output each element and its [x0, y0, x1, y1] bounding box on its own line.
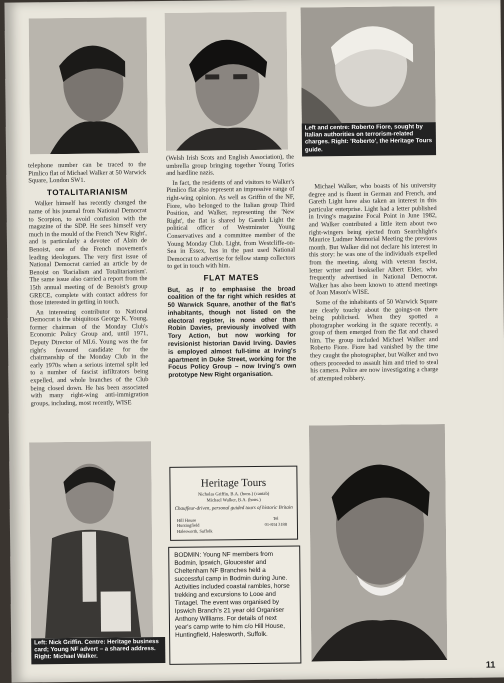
address-line: Hill House	[176, 517, 197, 523]
magazine-page	[4, 0, 504, 683]
paragraph: An interesting contributor to National Democrat is the ubiquitous George K. Young, former chairman of the Monday Club's Economic Policy Group and, until 1971, Deputy Director of MI.6. Young was the far right's favoured candidate for the chairmanship of the Monday Club in the early 1970s when a serious internal split led to a number of fascist infiltrators being expelled, and whole branches of the Club being closed down. He has been associated with many right-wing anti-immigration groups, including, most recently, WISE	[29, 307, 149, 408]
address-line: Halesworth, Suffolk	[176, 528, 213, 534]
photo-caption-bottom: Left: Nick Griffin. Centre: Heritage business card; Young NF advert – a shared address. Right: Michael Walker.	[31, 637, 165, 664]
paragraph: Some of the inhabitants of 50 Warwick Square are clearly touchy about the goings-on there being publicised. When they spotted a photographer working in the square recently, a group of them emerged from the flat and chased him. The group included Michael Walker and Roberto Fiore. Fiore had vanished by the time they caught the photographer, but Walker and two others proceeded to assault him and tried to steal his camera. Police are now investigating a charge of attempted robbery.	[309, 298, 439, 383]
section-heading-flat-mates: FLAT MATES	[203, 272, 260, 283]
paragraph: Walker himself has recently changed the name of his journal from National Democrat to Scorpion, to avoid confusion with the magazine of the SDP. He sees himself very much in the mould of the French 'New Right', and is particularly a devotee of Alain de Benoist, one of the French movement's leading ideologues. The very first issue of National Democrat carried an article by de Benoist on 'Racialism and Totalitarianism'. The same issue also carried a report from the 15th annual meeting of de Benoist's group GRECE, complete with contact address for those interested in getting in touch.	[28, 199, 148, 307]
photo-nick-griffin	[29, 441, 153, 638]
tel-number: 01-834 3188	[264, 521, 287, 527]
paragraph-bold: But, as if to emphasise the broad coalition of the far right which resides at 50 Warwick Square, another of the flat's inhabitants, though not listed on the electoral register, is none other than Robin Davies, previously involved with Tory Action, but now working for revisionist historian David Irving. Davies is employed almost full-time at Irving's apartment in Duke Street, working for the Focus Policy Group – now Irving's own prototype New Right organisation.	[167, 285, 297, 380]
photo-fiore-left	[29, 17, 148, 154]
photo-caption-top: Left and centre: Roberto Fiore, sought by Italian authorities on terrorism-related charges. Right: 'Roberto', the Heritage Tours guide.	[302, 122, 436, 156]
photo-roberto-guide	[301, 6, 436, 123]
section-heading-totalitarianism: TOTALITARIANISM	[46, 187, 128, 197]
paragraph: In fact, the residents of and visitors to Walker's Pimlico flat also represent an impressive range of right-wing opinion. As well as Griffin of the NF, Fiore, who belonged to the Italian group Third Position, and Walker, representing the 'New Right', the flat is shared by Gareth Light the political officer of Westminster Young Conservatives and a committee member of the Young Monday Club. Light, from Westcliffe-on-Sea in Essex, has in the past used National Democrat to advertise for fellow stamp collectors to get in touch with him.	[166, 178, 296, 271]
portrait-image	[165, 12, 288, 151]
portrait-image	[309, 424, 447, 661]
paragraph: Michael Walker, who boasts of his university degree and is fluent in German and French, and Gareth Light have also taken an interest in this particular enterprise. Light had a letter published in Irving's magazine Focal Point in June 1982, and Walker contributed a little item about two right-wingers being ejected from Searchlight's Maurice Ludmer Memorial Meeting the previous month. But Walker did not declare his interest in this story: he was one of the individuals expelled from the meeting, along with veteran fascist, letter writer and bookseller Albert Elder, who frequently advertised in National Democrat. Walker has also been known to attend meetings of Joan Mason's WISE.	[308, 182, 438, 297]
young-nf-advert-text: BODMIN: Young NF members from Bodmin, Ipswich, Gloucester and Cheltenham NF Branches held a successful camp in Bodmin during June. Activities included coastal rambles, horse trekking and excursions to Looe and Tintagel. The event was organised by Ipswich Branch's 21 year old Organiser Anthony Williams. For details of next year's camp write to him c/o Hill House, Huntingfield, Halesworth, Suffolk.	[174, 550, 290, 639]
column-1	[28, 161, 149, 410]
young-nf-advert	[168, 546, 301, 665]
portrait-image	[29, 17, 148, 154]
advert-tagline: Chauffeur-driven, personal guided tours of historic Britain	[174, 505, 293, 512]
advert-telephone	[265, 516, 287, 527]
page-number: 11	[485, 659, 496, 670]
paragraph: (Welsh Irish Scots and English Association), the umbrella group bringing together Young Tories and hardline nazis.	[166, 153, 295, 178]
address-line: Huntingfield	[176, 522, 200, 529]
portrait-image	[29, 441, 153, 638]
paragraph: telephone number can be traced to the Pimlico flat of Michael Walker at 50 Warwick Square, London SW1.	[28, 161, 147, 185]
photo-fiore-centre	[165, 12, 288, 151]
column-2	[166, 154, 296, 382]
heritage-tours-business-card	[169, 466, 298, 541]
advert-names-2: Michael Walker, B.A. (hons.)	[206, 496, 261, 503]
column-3	[308, 182, 438, 385]
tel-label: Tel	[272, 515, 279, 522]
portrait-image	[301, 6, 436, 123]
advert-address	[177, 517, 213, 534]
photo-michael-walker	[309, 424, 447, 661]
advert-title: Heritage Tours	[200, 476, 267, 490]
advert-names: Nicholas Griffin, B.A. (hons.) (cantab)	[197, 490, 270, 497]
